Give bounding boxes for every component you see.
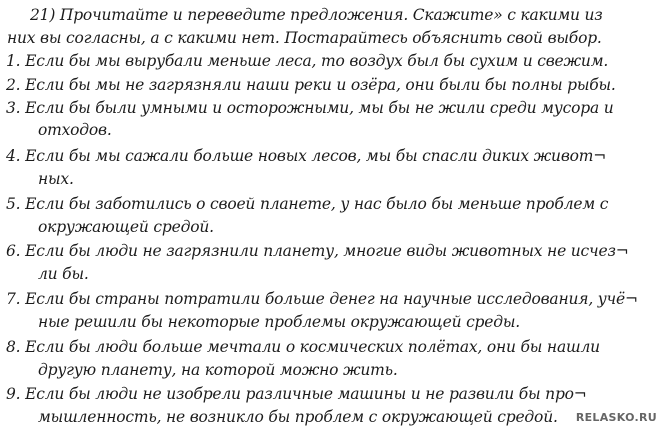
sentence-9: 9. Если бы люди не изобрели различные машины и не развили бы про¬ bbox=[6, 385, 587, 403]
sentence-8-continued: другую планету, на которой можно жить. bbox=[38, 361, 398, 379]
sentence-3-continued: отходов. bbox=[38, 121, 112, 139]
sentence-9-continued: мышленность, не возникло бы проблем с окружающей средой. bbox=[38, 408, 558, 426]
sentence-6: 6. Если бы люди не загрязнили планету, многие виды животных не исчез¬ bbox=[6, 242, 629, 260]
task-heading: 21) Прочитайте и переведите предложения. Скажите» с какими из bbox=[30, 6, 603, 24]
sentence-8: 8. Если бы люди больше мечтали о космических полётах, они бы нашли bbox=[6, 338, 600, 356]
task-heading-continued: них вы согласны, а с какими нет. Постарайтесь объяснить свой выбор. bbox=[7, 29, 602, 47]
sentence-7-continued: ные решили бы некоторые проблемы окружающей среды. bbox=[38, 313, 521, 331]
sentence-7: 7. Если бы страны потратили больше денег на научные исследования, учё¬ bbox=[6, 290, 638, 308]
sentence-4-continued: ных. bbox=[38, 170, 74, 188]
sentence-3: 3. Если бы были умными и осторожными, мы бы не жили среди мусора и bbox=[6, 99, 614, 117]
sentence-2: 2. Если бы мы не загрязняли наши реки и озёра, они были бы полны рыбы. bbox=[6, 76, 616, 94]
sentence-6-continued: ли бы. bbox=[38, 265, 89, 283]
site-watermark: RELASKO.RU bbox=[575, 411, 657, 424]
sentence-5-continued: окружающей средой. bbox=[38, 218, 214, 236]
sentence-1: 1. Если бы мы вырубали меньше леса, то воздух был бы сухим и свежим. bbox=[6, 52, 609, 70]
sentence-5: 5. Если бы заботились о своей планете, у нас было бы меньше проблем с bbox=[6, 195, 609, 213]
sentence-4: 4. Если бы мы сажали больше новых лесов, мы бы спасли диких живот¬ bbox=[6, 147, 607, 165]
